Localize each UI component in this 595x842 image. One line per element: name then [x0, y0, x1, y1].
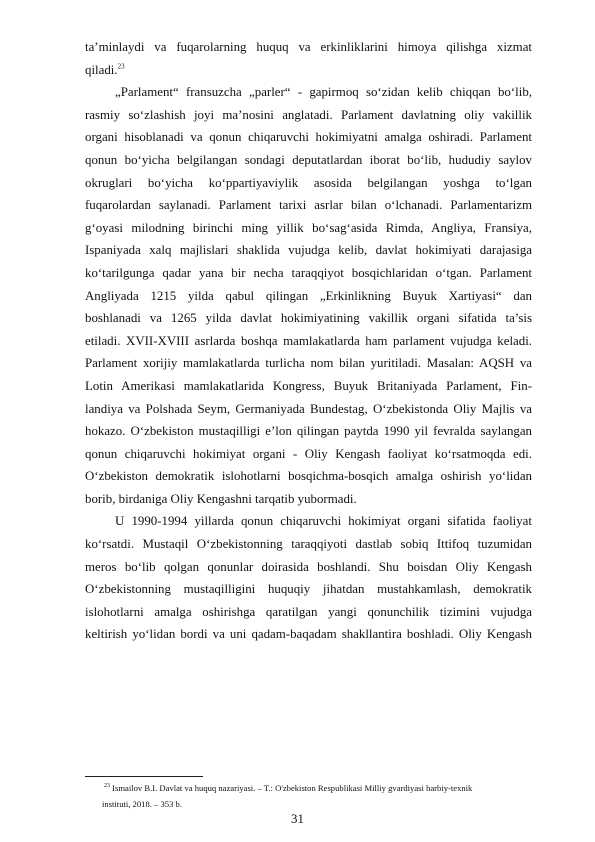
text-line: qiladi.$^{23}$	[85, 62, 125, 77]
text-line: ko‘rsatdi. Mustaqil O‘zbekistonning taraqqiyoti dastlab sobiq Ittifoq tuzumidan	[85, 537, 532, 552]
footnote-divider	[85, 776, 203, 777]
text-line: qonun bo‘yicha belgilangan sondagi deputatlardan iborat bo‘lib, hududiy saylov	[85, 152, 532, 167]
footnote-reference[interactable]: 23	[117, 62, 125, 71]
text-line: borib, birdaniga Oliy Kengashni tarqatib yubormadi.	[85, 491, 357, 506]
text-line: landiya va Polshada Seym, Germaniyada Bundestag, O‘zbekistonda Oliy Majlis va	[85, 401, 532, 416]
text-line: Ispaniyada xalq majlislari shaklida vujudga kelib, davlat hokimiyati darajasiga	[85, 243, 532, 258]
text-line: meros bo‘lib qolgan qonunlar doirasida boshlandi. Shu boisdan Oliy Kengash	[85, 559, 532, 574]
paragraph	[85, 510, 532, 646]
text-line: fuqarolardan saylanadi. Parlament tarixi asrlar bilan o‘lchanadi. Parlamentarizm	[85, 198, 532, 213]
footnote-number: 23	[104, 783, 110, 790]
text-line: Angliyada 1215 yilda qabul qilingan „Erkinlikning Buyuk Xartiyasi“ dan	[85, 288, 532, 303]
paragraph	[85, 36, 532, 81]
footnote	[104, 780, 532, 812]
text-line: g‘oyasi milodning birinchi ming yillik bo‘sag‘asida Rimda, Angliya, Fransiya,	[85, 220, 532, 235]
text-line: keltirish yo‘lidan bordi va uni qadam-baqadam shakllantira boshladi. Oliy Kengash	[85, 627, 532, 642]
text-line: islohotlarni amalga oshirishga qaratilgan yangi qonunchilik tizimini vujudga	[85, 604, 532, 619]
footnote-line-1	[104, 780, 532, 796]
text-line: qonun chiqaruvchi hokimiyat organi - Oliy Kengash faoliyat ko‘rsatmoqda edi.	[85, 446, 532, 461]
text-line: Parlament xorijiy mamlakatlarda turlicha nom bilan yuritiladi. Masalan: AQSH va	[85, 356, 532, 371]
text-line: hokazo. O‘zbekiston mustaqilligi e’lon qilingan paytda 1990 yil fevralda saylangan	[85, 424, 532, 439]
text-line: „Parlament“ fransuzcha „parler“ - gapirmoq so‘zidan kelib chiqqan bo‘lib,	[115, 85, 532, 100]
text-line: O‘zbekistonning mustaqilligini huquqiy jihatdan mustahkamlash, demokratik	[85, 582, 532, 597]
text-line: U 1990-1994 yillarda qonun chiqaruvchi hokimiyat organi sifatida faoliyat	[115, 514, 532, 529]
document-body	[85, 36, 532, 646]
text-line: rasmiy so‘zlashish joyi ma’nosini anglatadi. Parlament davlatning oliy vakillik	[85, 107, 532, 122]
text-line: etiladi. XVII-XVIII asrlarda boshqa mamlakatlarda ham parlament vujudga keladi.	[85, 333, 532, 348]
text-line: Lotin Amerikasi mamlakatlarida Kongress, Buyuk Britaniyada Parlament, Fin-	[85, 378, 532, 393]
text-line: O‘zbekiston demokratik islohotlarni bosqichma-bosqich amalga oshirish yo‘lidan	[85, 469, 532, 484]
text-line: boshlanadi va 1265 yilda davlat hokimiyatining vakillik organi sifatida ta’sis	[85, 311, 532, 326]
footnote-line-2: instituti, 2018. – 353 b.	[102, 799, 182, 809]
text-line: ko‘tarilgunga qadar yana bir necha taraqqiyot bosqichlaridan o‘tgan. Parlament	[85, 265, 532, 280]
text-line: okruglari bo‘yicha ko‘ppartiyaviylik asosida belgilangan yoshga to‘lgan	[85, 175, 532, 190]
text-line: ta’minlaydi va fuqarolarning huquq va erkinliklarini himoya qilishga xizmat	[85, 40, 532, 54]
text-line: organi hisoblanadi va qonun chiqaruvchi hokimiyatni amalga oshiradi. Parlament	[85, 130, 532, 145]
paragraph	[85, 81, 532, 510]
page-number: 31	[291, 812, 304, 826]
footnote-text-1: Ismailov B.I. Davlat va huquq nazariyasi. – T.: O'zbekiston Respublikasi Milliy gvardiyasi harbiy-texnik	[112, 783, 473, 793]
